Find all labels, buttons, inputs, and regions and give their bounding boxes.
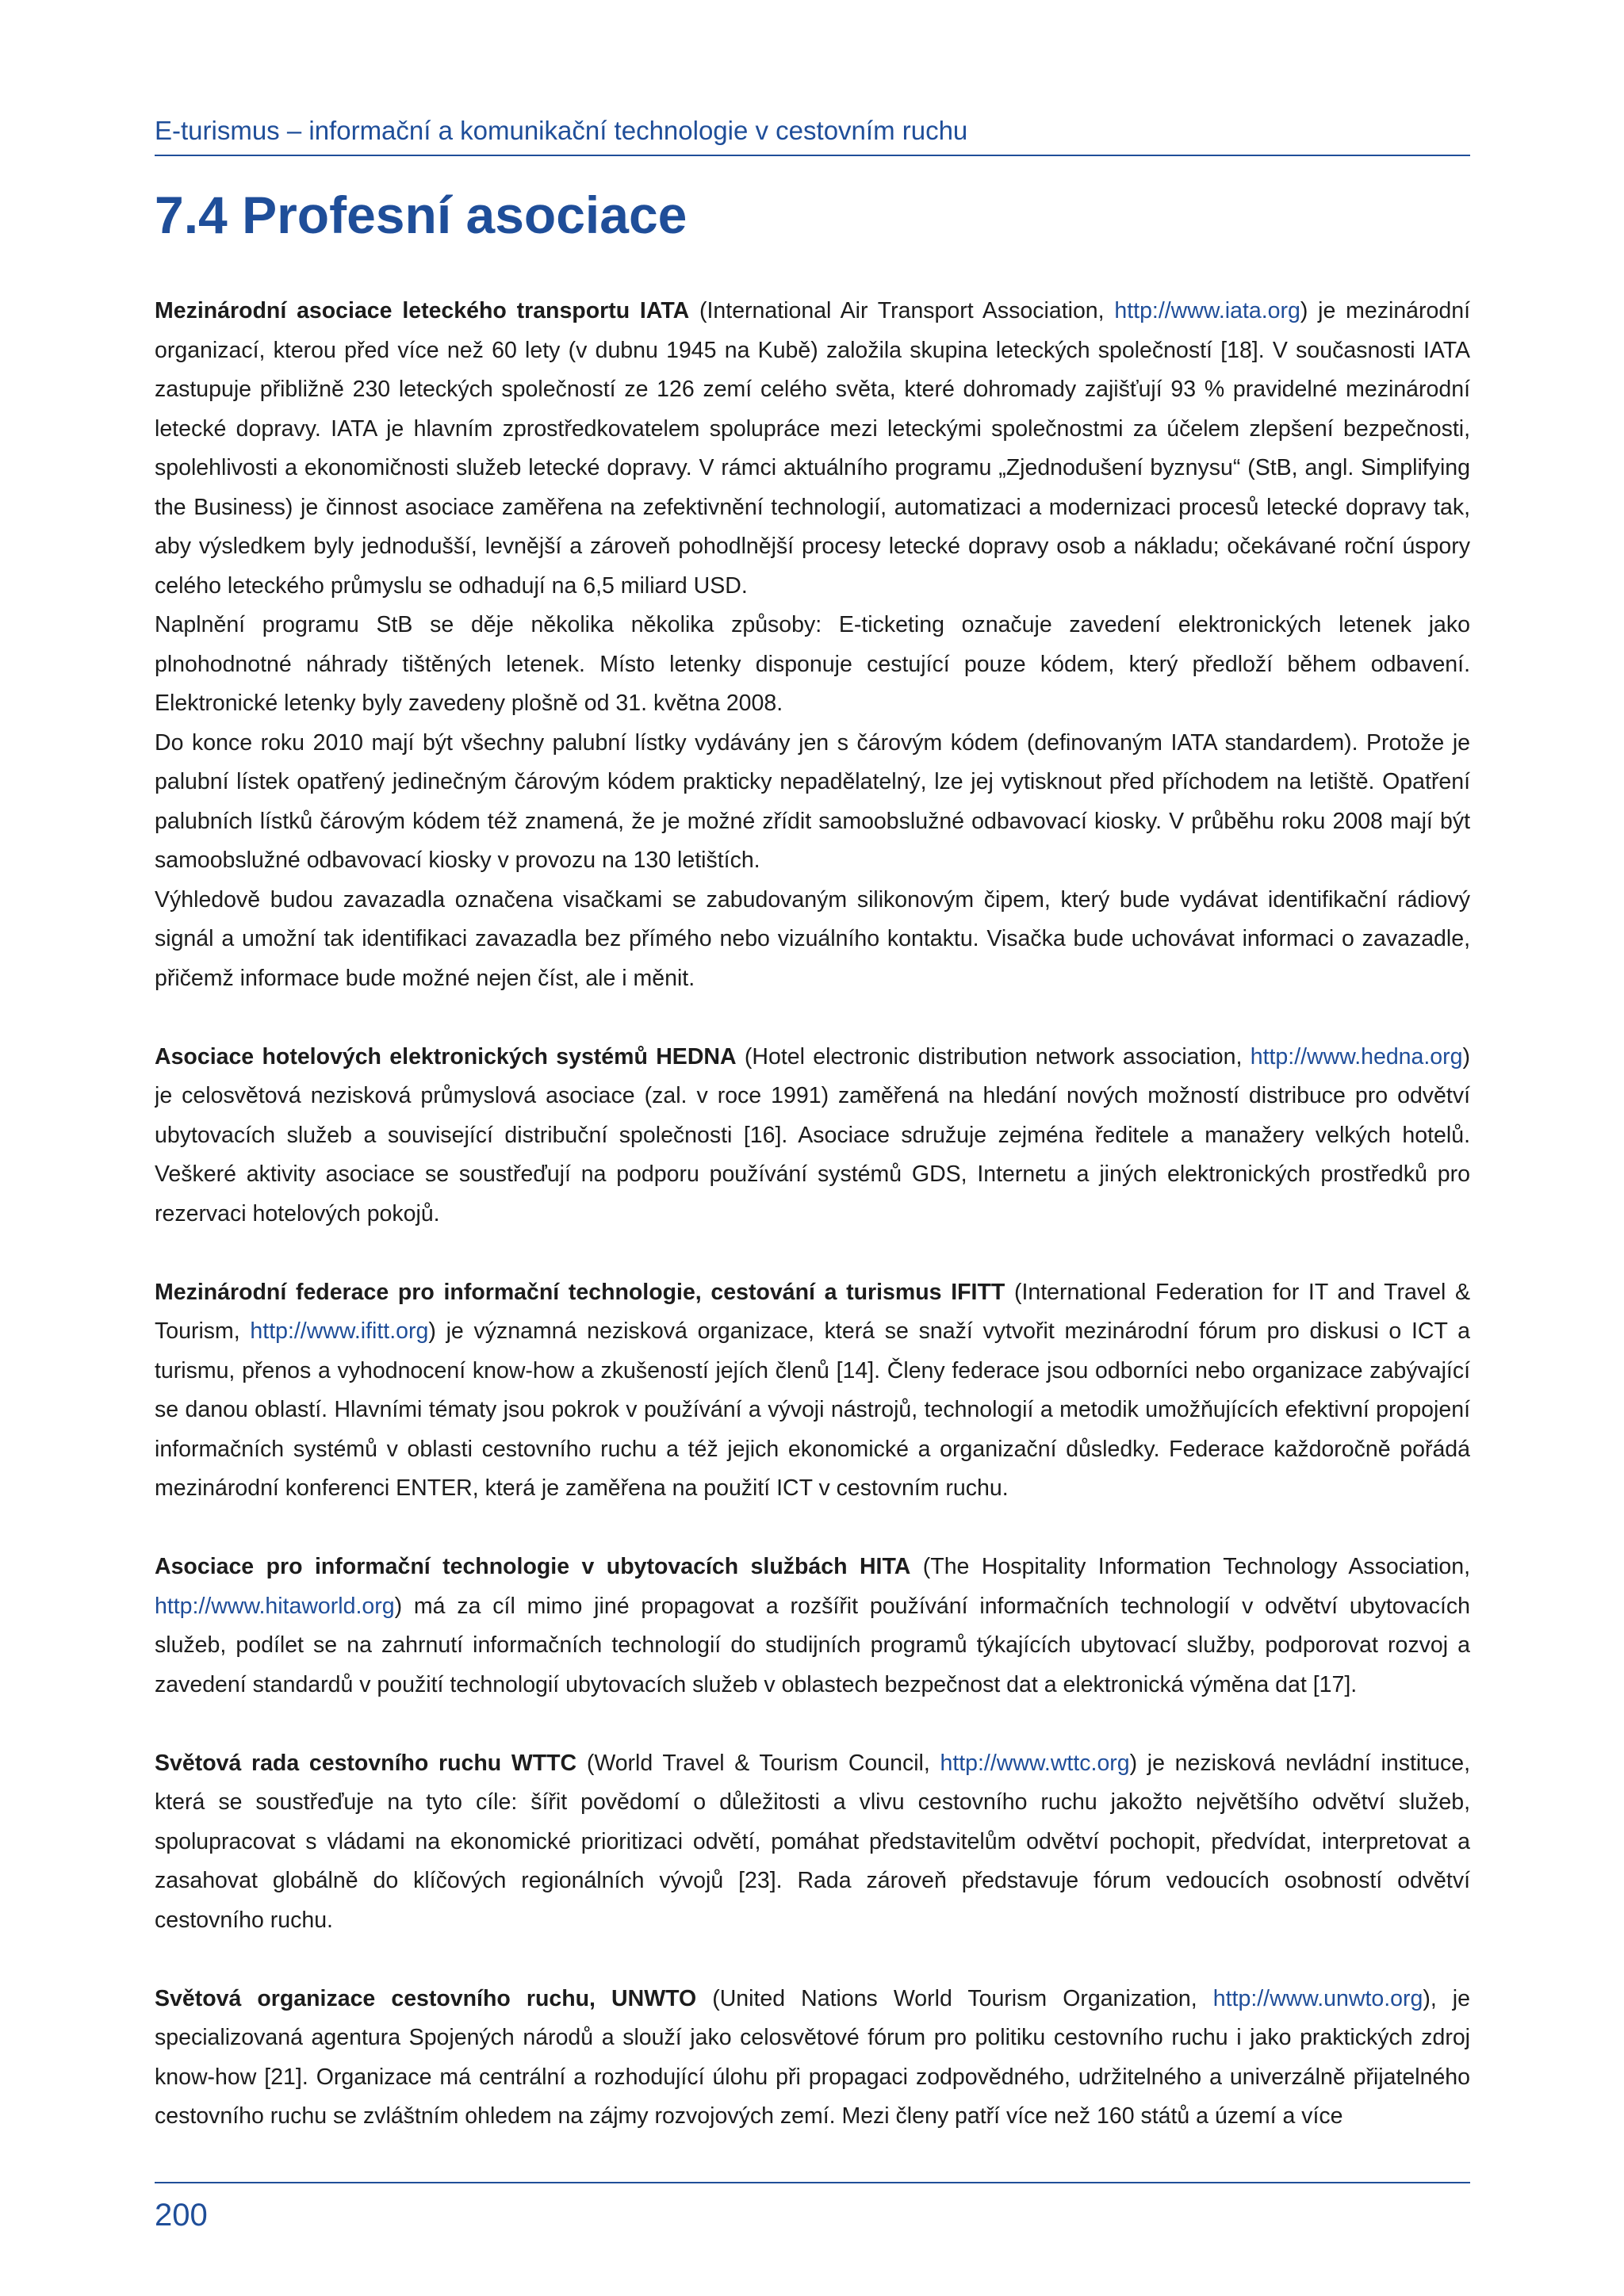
paragraph-hedna — [155, 1038, 1470, 1234]
unwto-pre: (United Nations World Tourism Organization, — [696, 1985, 1213, 2011]
running-header: E-turismus – informační a komunikační technologie v cestovním ruchu — [155, 116, 968, 145]
link-ifitt[interactable]: http://www.ifitt.org — [250, 1318, 429, 1344]
page-number: 200 — [155, 2198, 208, 2233]
hita-text: ) má za cíl mimo jiné propagovat a rozšířit používání informačních technologií v odvětví ubytovacích služeb, podílet se na zahrnutí informačních technologií do studijních programů týkajících ubytovací služby, podporovat rozvoj a zavedení standardů v použití technologií ubytovacích služeb v oblastech bezpečnost dat a elektronická výměna dat [17]. — [155, 1593, 1470, 1697]
hedna-text: ) je celosvětová nezisková průmyslová asociace (zal. v roce 1991) zaměřená na hledání nových možností distribuce pro odvětví ubytovacích služeb a související distribuční společnosti [16]. Asociace sdružuje zejména ředitele a manažery velkých hotelů. Veškeré aktivity asociace se soustřeďují na podporu používání systémů GDS, Internetu a jiných elektronických prostředků pro rezervaci hotelových pokojů. — [155, 1043, 1470, 1226]
section-title: 7.4 Profesní asociace — [155, 186, 688, 244]
iata-pre: (International Air Transport Association, — [689, 298, 1115, 323]
paragraph-unwto — [155, 1980, 1470, 2137]
link-wttc[interactable]: http://www.wttc.org — [940, 1750, 1130, 1776]
org-name-hita: Asociace pro informační technologie v ubytovacích službách HITA — [155, 1554, 911, 1579]
hita-pre: (The Hospitality Information Technology Association, — [910, 1554, 1470, 1579]
org-name-hedna: Asociace hotelových elektronických systémů HEDNA — [155, 1043, 737, 1070]
ifitt-pre: (International Federation for IT and Travel & Tourism, — [155, 1279, 1470, 1344]
org-name-unwto: Světová organizace cestovního ruchu, UNWTO — [155, 1985, 697, 2011]
org-name-wttc: Světová rada cestovního ruchu WTTC — [155, 1750, 577, 1776]
wttc-text: ) je nezisková nevládní instituce, která se soustřeďuje na tyto cíle: šířit povědomí o důležitosti a vlivu cestovního ruchu jakožto největšího odvětví služeb, spolupracovat s vládami na ekonomické prioritizaci odvětí, pomáhat představitelům odvětví pochopit, předvídat, interpretovat a zasahovat globálně do klíčových regionálních vývojů [23]. Rada zároveň představuje fórum vedoucích osobností odvětví cestovního ruchu. — [155, 1750, 1470, 1933]
org-name-ifitt: Mezinárodní federace pro informační technologie, cestování a turismus IFITT — [155, 1279, 1005, 1305]
link-unwto[interactable]: http://www.unwto.org — [1212, 1985, 1423, 2011]
paragraph-iata-barcode: Do konce roku 2010 mají být všechny palubní lístky vydávány jen s čárovým kódem (definovaným IATA standardem). Protože je palubní lístek opatřený jedinečným čárovým kódem prakticky nepadělatelný, lze jej vytisknout před příchodem na letiště. Opatření palubních lístků čárovým kódem též znamená, že je možné zřídit samoobslužné odbavovací kiosky. V průběhu roku 2008 mají být samoobslužné odbavovací kiosky v provozu na 130 letištích. — [155, 729, 1470, 873]
iata-text: ) je mezinárodní organizací, kterou před více než 60 lety (v dubnu 1945 na Kubě) založila skupina leteckých společností [18]. V současnosti IATA zastupuje přibližně 230 leteckých společností ze 126 zemí celého světa, které dohromady zajišťují 93 % pravidelné mezinárodní letecké dopravy. IATA je hlavním zprostředkovatelem spolupráce mezi leteckými společnostmi za účelem zlepšení bezpečnosti, spolehlivosti a ekonomičnosti služeb letecké dopravy. V rámci aktuálního programu „Zjednodušení byznysu“ (StB, angl. Simplifying the Business) je činnost asociace zaměřena na zefektivnění technologií, automatizaci a modernizaci procesů letecké dopravy tak, aby výsledkem byly jednodušší, levnější a zároveň pohodlnější procesy letecké dopravy osob a nákladu; očekávané roční úspory celého leteckého průmyslu se odhadují na 6,5 miliard USD. — [155, 298, 1470, 599]
org-name-iata: Mezinárodní asociace leteckého transportu IATA — [155, 298, 690, 323]
paragraph-wttc — [155, 1744, 1470, 1941]
paragraph-ifitt — [155, 1273, 1470, 1509]
footer-rule — [155, 2182, 1470, 2183]
wttc-pre: (World Travel & Tourism Council, — [576, 1750, 940, 1776]
unwto-text: ), je specializovaná agentura Spojených národů a slouží jako celosvětové fórum pro politiku cestovního ruchu i jako praktických zdroj know-how [21]. Organizace má centrální a rozhodující úlohu při propagaci zodpovědného, udržitelného a univerzálně přijatelného cestovního ruchu se zvláštním ohledem na zájmy rozvojových zemí. Mezi členy patří více než 160 států a území a více — [155, 1985, 1470, 2129]
ifitt-text: ) je významná nezisková organizace, která se snaží vytvořit mezinárodní fórum pro diskusi o ICT a turismu, přenos a vyhodnocení know-how a zkušeností jejích členů [14]. Členy federace jsou odborníci nebo organizace zabývající se danou oblastí. Hlavními tématy jsou pokrok v používání a vývoji nástrojů, technologií a metodik umožňujících efektivní propojení informačních systémů v oblasti cestovního ruchu a též jejich ekonomické a organizační důsledky. Federace každoročně pořádá mezinárodní konferenci ENTER, která je zaměřena na použití ICT v cestovním ruchu. — [155, 1318, 1470, 1501]
link-hedna[interactable]: http://www.hedna.org — [1250, 1043, 1463, 1070]
paragraph-iata-baggage: Výhledově budou zavazadla označena visačkami se zabudovaným silikonovým čipem, který bude vydávat identifikační rádiový signál a umožní tak identifikaci zavazadla bez přímého nebo vizuálního kontaktu. Visačka bude uchovávat informaci o zavazadle, přičemž informace bude možné nejen číst, ale i měnit. — [155, 886, 1470, 991]
body-text — [155, 292, 1470, 2143]
paragraph-hita — [155, 1548, 1470, 1705]
link-iata[interactable]: http://www.iata.org — [1114, 298, 1300, 323]
link-hita[interactable]: http://www.hitaworld.org — [155, 1593, 395, 1619]
paragraph-iata-eticketing: Naplnění programu StB se děje několika několika způsoby: E-ticketing označuje zavedení elektronických letenek jako plnohodnotné náhrady tištěných letenek. Místo letenky disponuje cestující pouze kódem, který předloží během odbavení. Elektronické letenky byly zavedeny plošně od 31. května 2008. — [155, 612, 1470, 716]
header-rule — [155, 155, 1470, 156]
hedna-pre: (Hotel electronic distribution network association, — [736, 1043, 1251, 1070]
paragraph-iata — [155, 292, 1470, 606]
